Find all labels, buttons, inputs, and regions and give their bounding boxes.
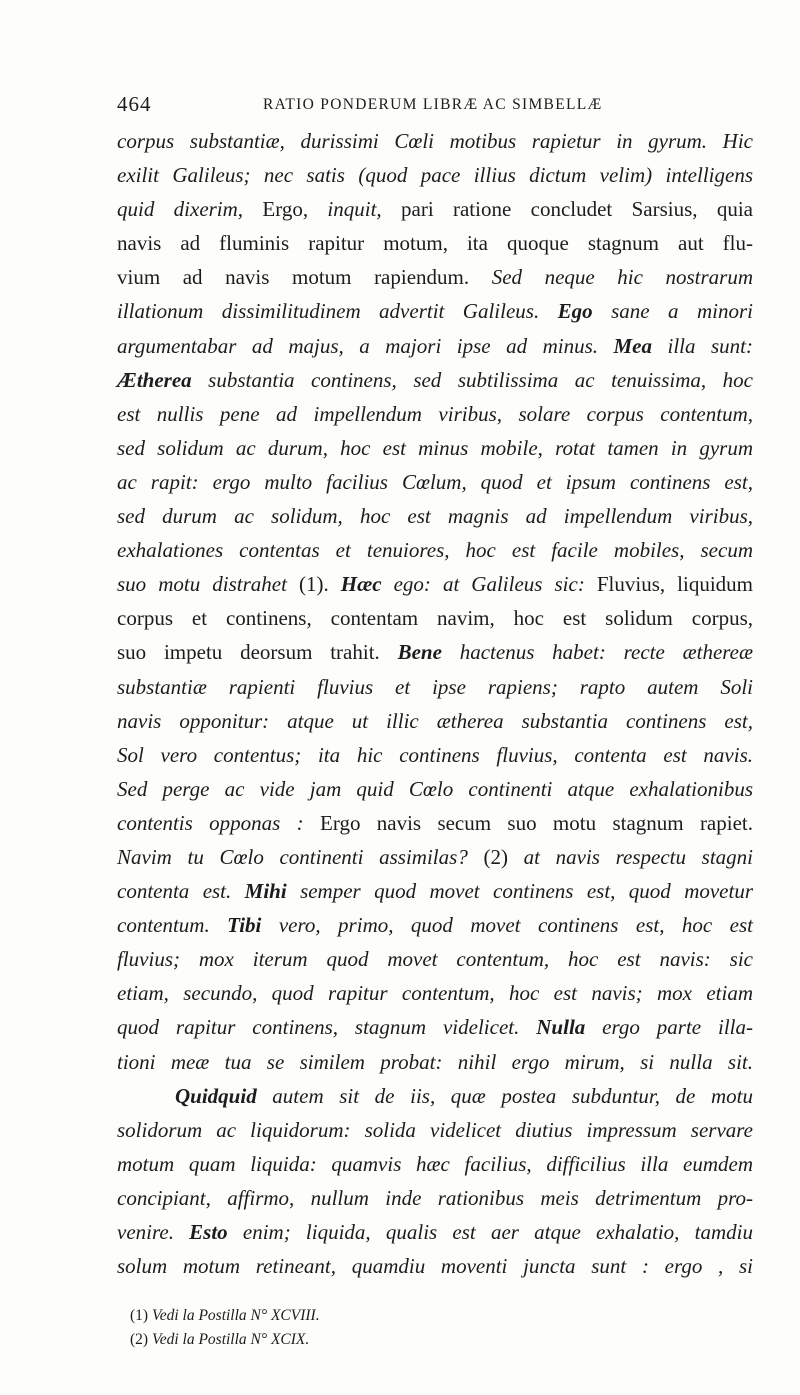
text-line [117, 976, 753, 1010]
footnote-number: (2) [130, 1331, 149, 1348]
text-segment: sed solidum ac durum, hoc est minus mobile, rotat tamen in gyrum [117, 435, 753, 460]
text-line [117, 942, 753, 976]
footnote-text: Vedi la Postilla N° XCVIII. [151, 1307, 320, 1324]
footnote [130, 1304, 730, 1328]
text-line [117, 772, 753, 806]
text-line [117, 363, 753, 397]
text-segment: solidorum ac liquidorum: solida videlicet diutius impressum servare [117, 1117, 753, 1142]
text-segment: sane a minori [592, 299, 754, 324]
text-segment: at navis respectu stagni [507, 844, 753, 869]
text-segment: navis opponitur: atque ut illic ætherea substantia continens est, [117, 708, 753, 733]
text-line [117, 1079, 753, 1113]
text-segment: ac rapit: ergo multo facilius Cœlum, quod et ipsum continens est, [117, 469, 753, 494]
text-segment: venire. [117, 1220, 190, 1244]
text-segment: quid dixerim, [117, 197, 263, 222]
text-segment: navis ad fluminis rapitur motum, ita quoque stagnum aut flu- [117, 231, 753, 256]
text-line [117, 260, 753, 294]
text-segment: est nullis pene ad impellendum viribus, solare corpus contentum, [117, 401, 753, 426]
text-line [117, 294, 753, 328]
text-segment: vium ad navis motum rapiendum. [117, 265, 492, 290]
page-number: 464 [117, 92, 152, 116]
text-line [117, 635, 753, 669]
text-segment: contenta est. [117, 879, 245, 904]
text-segment: semper quod movet continens est, quod movetur [286, 879, 754, 904]
text-segment: Ætherea [117, 367, 192, 392]
text-segment: hactenus habet: recte æthereæ [441, 640, 753, 665]
text-segment: quod rapitur continens, stagnum videlicet. [117, 1015, 537, 1040]
text-segment: Bene [397, 640, 442, 665]
text-segment: solum motum retineant, quamdiu moventi juncta sunt : ergo , si [117, 1254, 753, 1279]
text-segment: tioni meæ tua se similem probat: nihil ergo mirum, si nulla sit. [117, 1049, 753, 1074]
running-head [117, 92, 745, 118]
text-line [117, 158, 753, 192]
text-segment: exilit Galileus; nec satis (quod pace illius dictum velim) intelligens [117, 163, 753, 188]
text-segment: inquit, [327, 197, 402, 222]
text-segment: Tibi [227, 913, 262, 938]
text-line [117, 1181, 753, 1215]
text-line [117, 704, 753, 738]
body-text [117, 124, 753, 1283]
text-segment: enim; liquida, qualis est aer atque exhalatio, tamdiu [227, 1220, 753, 1244]
text-line [117, 1045, 753, 1079]
text-segment: Navim tu Cœlo continenti assimilas? [117, 844, 484, 869]
text-line [117, 533, 753, 567]
text-line [117, 670, 753, 704]
text-line [117, 1010, 753, 1044]
text-line [117, 1113, 753, 1147]
footnotes [130, 1304, 730, 1352]
text-segment: Hæc [340, 572, 382, 597]
text-segment: Nulla [536, 1015, 586, 1040]
text-line [117, 329, 753, 363]
text-line [117, 806, 753, 840]
text-line [117, 465, 753, 499]
text-segment: contentis opponas : [117, 810, 320, 835]
text-segment: concipiant, affirmo, nullum inde rationibus meis detrimentum pro- [117, 1185, 753, 1210]
text-segment: fluvius; mox iterum quod movet contentum, hoc est navis: sic [117, 947, 753, 972]
text-segment: autem sit de iis, quæ postea subduntur, de motu [256, 1083, 753, 1108]
text-line [117, 1147, 753, 1181]
text-line [117, 499, 753, 533]
text-line [117, 601, 753, 635]
text-segment: (2) [483, 844, 508, 869]
text-segment: substantiæ rapienti fluvius et ipse rapiens; rapto autem Soli [117, 674, 753, 699]
text-segment: argumentabar ad majus, a majori ipse ad minus. [117, 333, 614, 358]
text-segment: corpus et continens, contentam navim, hoc est solidum corpus, [117, 606, 753, 631]
text-segment: Mihi [244, 879, 287, 904]
text-line [117, 1249, 753, 1283]
text-segment: contentum. [117, 913, 228, 938]
text-segment: Ergo navis secum suo motu stagnum rapiet. [320, 810, 753, 835]
running-title: RATIO PONDERUM LIBRÆ AC SIMBELLÆ [263, 96, 603, 113]
text-segment: exhalationes contentas et tenuiores, hoc est facile mobiles, secum [117, 538, 753, 563]
text-segment: Sol vero contentus; ita hic continens fluvius, contenta est navis. [117, 742, 753, 767]
text-segment: etiam, secundo, quod rapitur contentum, hoc est navis; mox etiam [117, 981, 753, 1006]
text-segment: Ego [557, 299, 593, 324]
text-line [117, 192, 753, 226]
text-segment: Esto [189, 1220, 228, 1244]
text-line [117, 431, 753, 465]
text-segment: Mea [613, 333, 652, 358]
text-segment: Fluvius, liquidum [596, 572, 754, 597]
text-segment: motum quam liquida: quamvis hæc facilius, difficilius illa eumdem [117, 1151, 753, 1176]
text-segment: suo motu distrahet [117, 572, 287, 597]
footnote [130, 1328, 730, 1352]
text-segment: Sed perge ac vide jam quid Cœlo continenti atque exhalationibus [117, 776, 753, 801]
text-segment: vero, primo, quod movet continens est, hoc est [261, 913, 753, 938]
text-segment: sed durum ac solidum, hoc est magnis ad impellendum viribus, [117, 504, 753, 529]
text-line [117, 567, 753, 601]
text-line [117, 908, 753, 942]
text-line [117, 397, 753, 431]
footnote-number: (1) [130, 1307, 149, 1324]
text-segment: Ergo, [262, 197, 328, 222]
text-line [117, 124, 753, 158]
text-segment: Quidquid [175, 1083, 257, 1108]
text-line [117, 840, 753, 874]
text-segment: (1). [286, 572, 341, 597]
text-line [117, 874, 753, 908]
text-segment: substantia continens, sed subtilissima ac tenuissima, hoc [191, 367, 753, 392]
text-segment: Sed neque hic nostrarum [491, 265, 754, 290]
text-segment: pari ratione concludet Sarsius, quia [401, 197, 753, 222]
text-segment: suo impetu deorsum trahit. [117, 640, 398, 665]
text-segment: corpus substantiæ, durissimi Cœli motibus rapietur in gyrum. Hic [117, 129, 753, 153]
text-segment: illa sunt: [652, 333, 753, 358]
text-line [117, 1215, 753, 1249]
text-segment: ergo parte illa- [585, 1015, 753, 1040]
text-segment: illationum dissimilitudinem advertit Galileus. [117, 299, 558, 324]
text-line [117, 738, 753, 772]
footnote-text: Vedi la Postilla N° XCIX. [151, 1331, 310, 1348]
text-line [117, 226, 753, 260]
text-segment: ego: at Galileus sic: [381, 572, 597, 597]
